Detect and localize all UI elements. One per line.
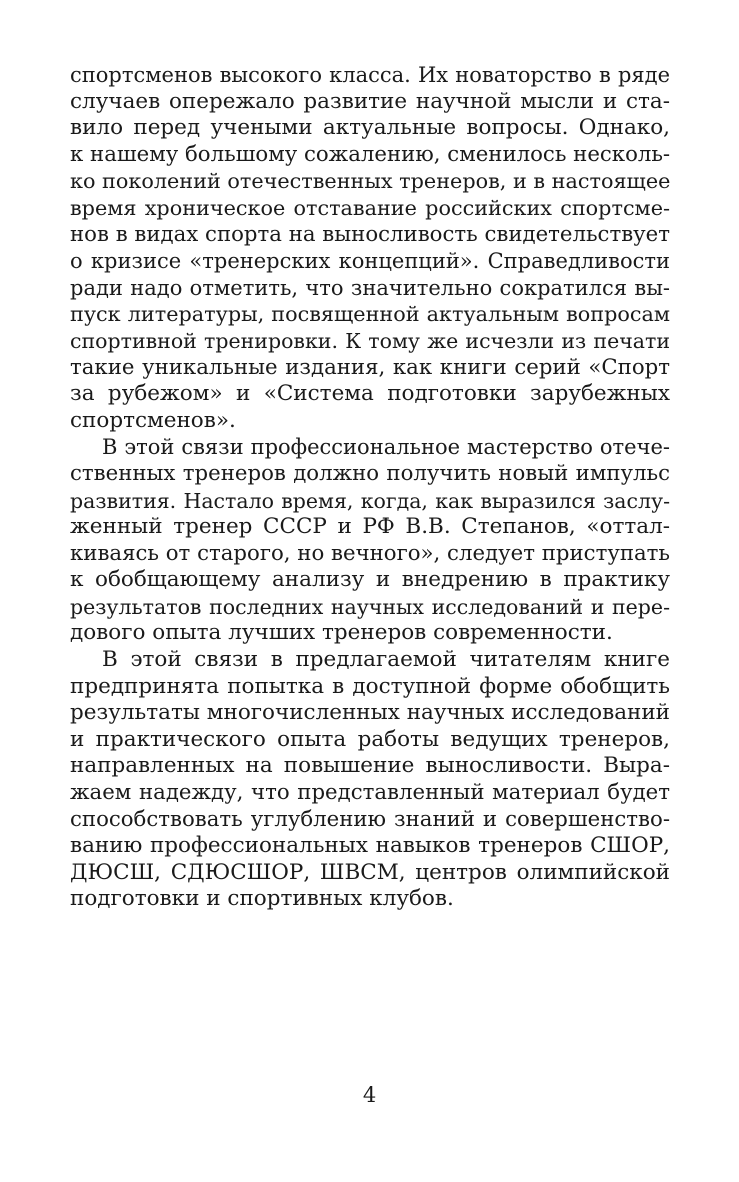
text-line: и практического опыта работы ведущих тренеров, bbox=[70, 726, 670, 752]
text-line: дового опыта лучших тренеров современности. bbox=[70, 620, 613, 646]
text-line: жаем надежду, что представленный материал будет bbox=[70, 780, 670, 806]
paragraph bbox=[70, 62, 670, 434]
text-line: такие уникальные издания, как книги серий «Спорт bbox=[70, 354, 670, 380]
text-line: ради надо отметить, что значительно сократился вы- bbox=[70, 275, 670, 300]
text-line: к обобщающему анализу и внедрению в практику bbox=[70, 567, 670, 593]
page-number: 4 bbox=[362, 1083, 377, 1107]
text-line: спортсменов высокого класса. Их новаторство в ряде bbox=[70, 63, 670, 87]
text-line: предпринята попытка в доступной форме обобщить bbox=[70, 673, 670, 699]
text-line: ко поколений отечественных тренеров, и в настоящее bbox=[70, 169, 671, 194]
text-line: случаев опережало развитие научной мысли и ста- bbox=[70, 88, 670, 114]
text-line: пуск литературы, посвященной актуальным вопросам bbox=[70, 302, 670, 327]
text-line: направленных на повышение выносливости. Выра- bbox=[70, 753, 670, 779]
text-line: ванию профессиональных навыков тренеров СШОР, bbox=[70, 833, 670, 859]
text-line: вило перед учеными актуальные вопросы. Однако, bbox=[70, 115, 670, 141]
text-line: нов в видах спорта на выносливость свидетельствует bbox=[70, 221, 670, 247]
text-line: киваясь от старого, но вечного», следует приступать bbox=[70, 540, 670, 566]
text-line: спортсменов». bbox=[70, 407, 236, 433]
text-line: ДЮСШ, СДЮСШОР, ШВСМ, центров олимпийской bbox=[70, 859, 670, 885]
text-line: время хроническое отставание российских спортсме- bbox=[70, 195, 670, 220]
text-line: результатов последних научных исследований и пере- bbox=[70, 594, 670, 619]
text-line: подготовки и спортивных клубов. bbox=[70, 886, 454, 912]
text-line: женный тренер СССР и РФ В.В. Степанов, «оттал- bbox=[70, 514, 670, 540]
text-line: результаты многочисленных научных исследований bbox=[70, 700, 670, 726]
paragraph bbox=[70, 647, 670, 913]
text-line: ственных тренеров должно получить новый импульс bbox=[70, 460, 670, 486]
text-line: к нашему большому сожалению, сменилось несколь- bbox=[70, 141, 671, 167]
text-line: В этой связи профессиональное мастерство отече- bbox=[102, 435, 670, 460]
body-text bbox=[70, 62, 670, 913]
text-line: В этой связи в предлагаемой читателям книге bbox=[102, 647, 670, 673]
text-line: способствовать углублению знаний и совершенство- bbox=[70, 806, 670, 832]
paragraph bbox=[70, 434, 670, 647]
text-line: за рубежом» и «Система подготовки зарубежных bbox=[70, 381, 670, 407]
text-line: спортивной тренировки. К тому же исчезли из печати bbox=[70, 328, 670, 353]
text-line: развития. Настало время, когда, как выразился заслу- bbox=[70, 488, 670, 513]
text-line: о кризисе «тренерских концепций». Справедливости bbox=[70, 249, 670, 274]
